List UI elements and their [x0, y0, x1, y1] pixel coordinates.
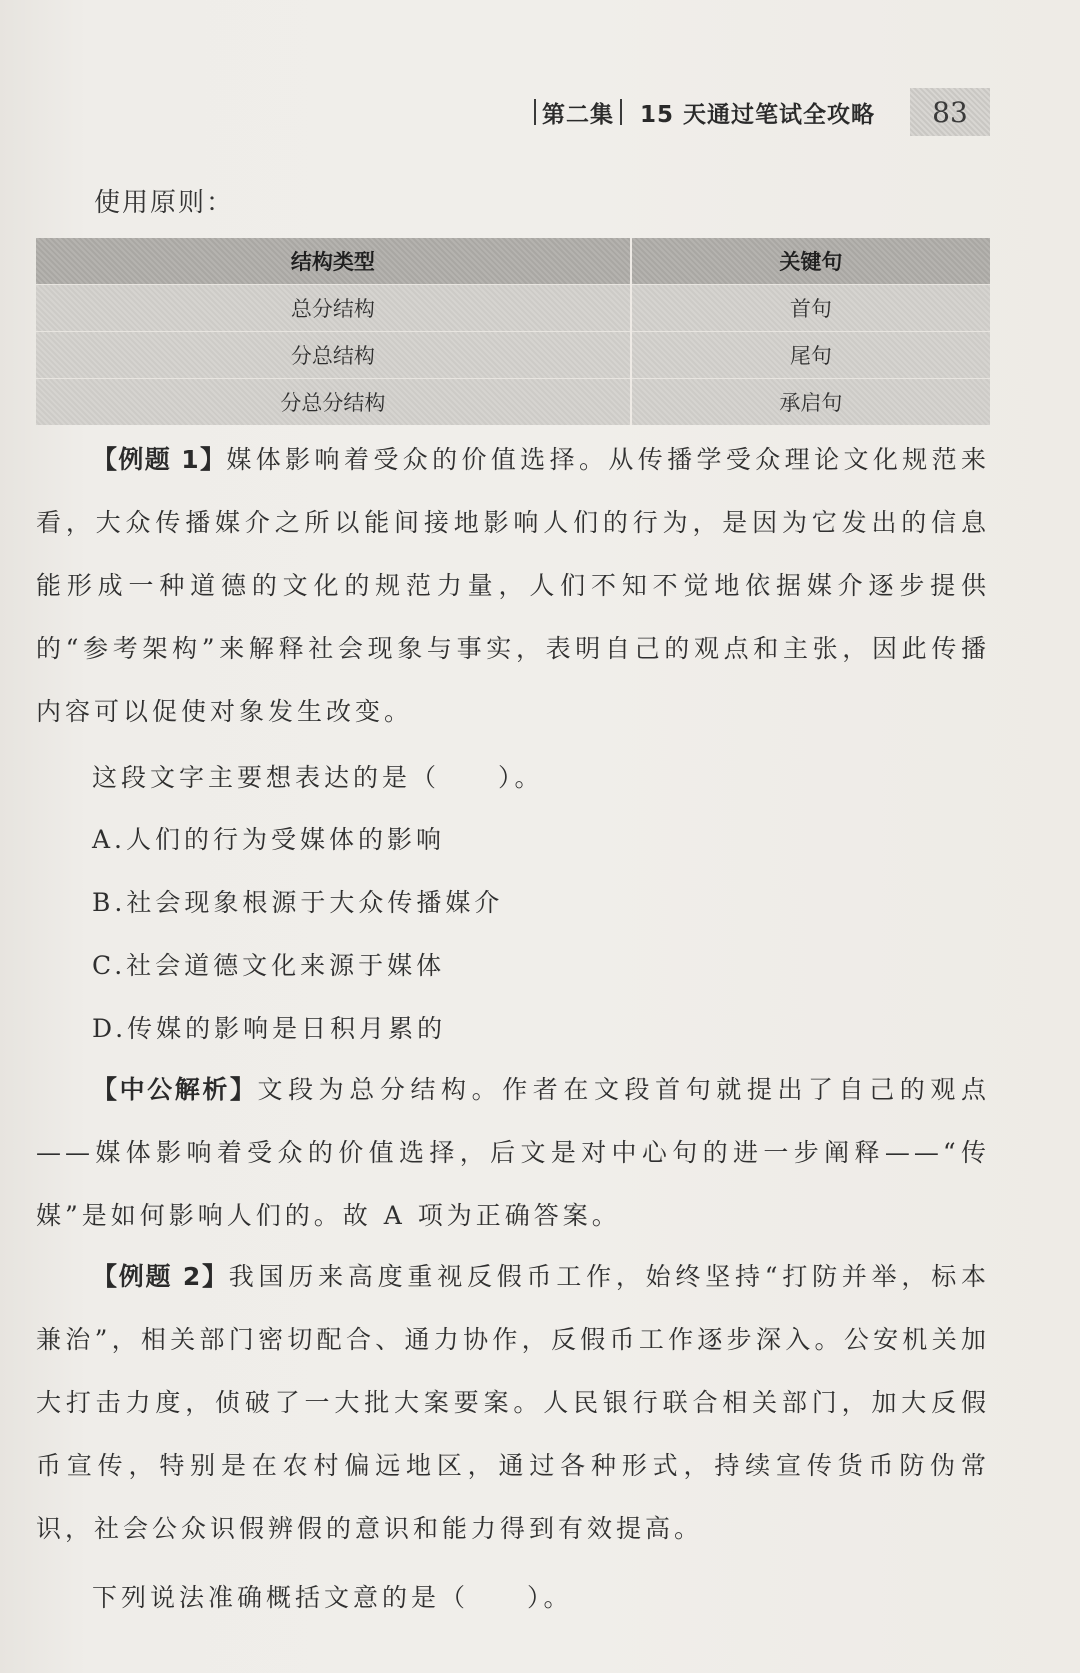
book-title: 15 天通过笔试全攻略 — [640, 101, 876, 128]
example1-question: 这段文字主要想表达的是（ ）。 — [92, 763, 544, 792]
example1-paragraph — [36, 428, 990, 743]
page-number-box — [910, 88, 990, 136]
analysis-paragraph — [36, 1058, 990, 1247]
analysis-text: 文段为总分结构。作者在文段首句就提出了自己的观点——媒体影响着受众的价值选择，后文是对中心句的进一步阐释——“传媒”是如何影响人们的。故 A 项为正确答案。 — [36, 1075, 990, 1230]
option-d: D.传媒的影响是日积月累的 — [92, 1014, 447, 1043]
header-divider — [534, 99, 536, 125]
table-header-row — [36, 238, 990, 285]
series-title: 第二集 — [542, 101, 614, 128]
option-a: A.人们的行为受媒体的影响 — [92, 825, 446, 854]
example2-text: 我国历来高度重视反假币工作，始终坚持“打防并举，标本兼治”，相关部门密切配合、通力协作，反假币工作逐步深入。公安机关加大打击力度，侦破了一大批大案要案。人民银行联合相关部门，加大反假币宣传，特别是在农村偏远地区，通过各种形式，持续宣传货币防伪常识，社会公众识假辨假的意识和能力得到有效提高。 — [36, 1262, 990, 1543]
header-divider — [620, 99, 622, 125]
example1-label: 【例题 1】 — [92, 445, 227, 474]
table-row — [36, 379, 990, 426]
principle-title: 使用原则： — [94, 188, 235, 218]
structure-table — [36, 238, 990, 425]
table-header-cell: 结构类型 — [36, 238, 631, 285]
table-cell: 尾句 — [631, 332, 990, 379]
table-row — [36, 332, 990, 379]
table-cell: 分总分结构 — [36, 379, 631, 426]
page-number: 83 — [932, 95, 968, 129]
table-row — [36, 285, 990, 332]
option-c: C.社会道德文化来源于媒体 — [92, 951, 446, 980]
table-cell: 承启句 — [631, 379, 990, 426]
table-cell: 首句 — [631, 285, 990, 332]
table-cell: 总分结构 — [36, 285, 631, 332]
example1-text: 媒体影响着受众的价值选择。从传播学受众理论文化规范来看，大众传播媒介之所以能间接地影响人们的行为，是因为它发出的信息能形成一种道德的文化的规范力量，人们不知不觉地依据媒介逐步提供的“参考架构”来解释社会现象与事实，表明自己的观点和主张，因此传播内容可以促使对象发生改变。 — [36, 445, 990, 726]
example2-paragraph — [36, 1245, 990, 1560]
analysis-label: 【中公解析】 — [92, 1075, 258, 1104]
option-b: B.社会现象根源于大众传播媒介 — [92, 888, 504, 917]
example2-label: 【例题 2】 — [92, 1262, 229, 1291]
table-header-cell: 关键句 — [631, 238, 990, 285]
example2-question: 下列说法准确概括文意的是（ ）。 — [92, 1583, 573, 1612]
table-cell: 分总结构 — [36, 332, 631, 379]
